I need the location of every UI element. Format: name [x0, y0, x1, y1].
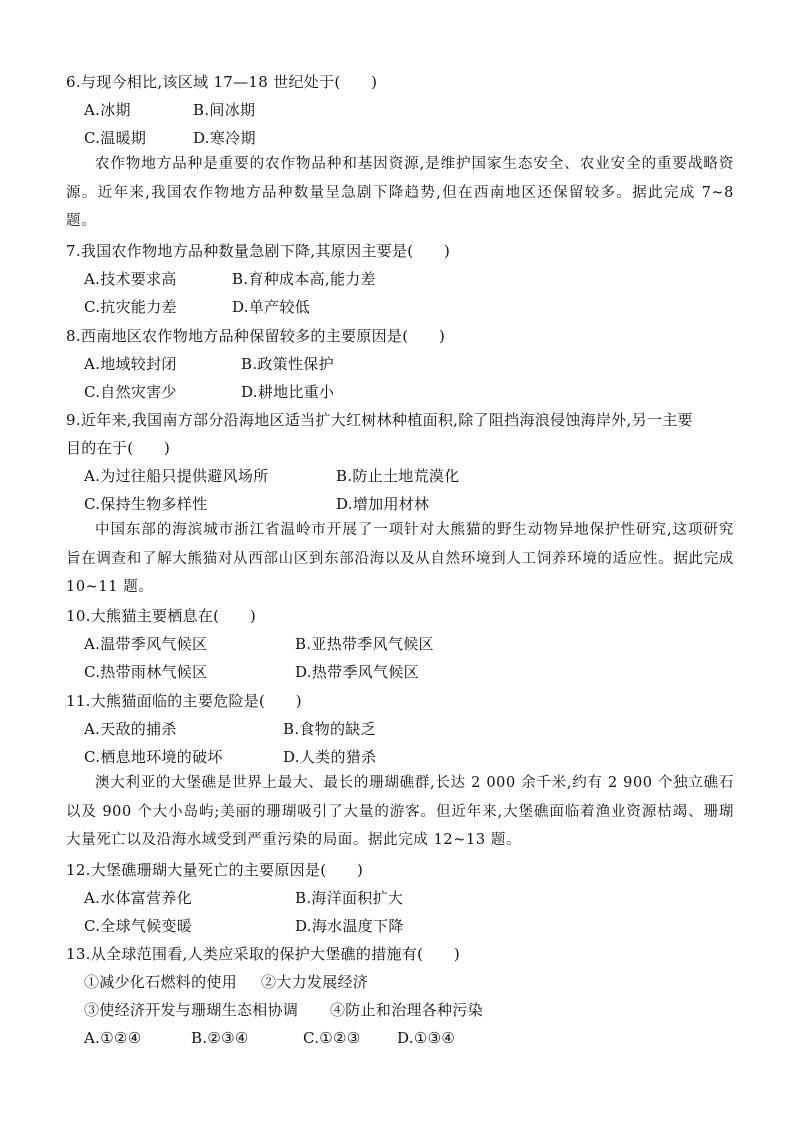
question-11-stem: 11.大熊猫面临的主要危险是( ): [66, 692, 302, 710]
passage-10-11: 中国东部的海滨城市浙江省温岭市开展了一项针对大熊猫的野生动物异地保护性研究,这项研究旨在调查和了解大熊猫对从西部山区到东部沿海以及从自然环境到人工饲养环境的适应性。据此完成 10~11 题。: [66, 522, 734, 595]
q8-option-b: B.政策性保护: [241, 355, 334, 373]
q8-option-c: C.自然灾害少: [84, 383, 177, 401]
q13-item-1: ①减少化石燃料的使用: [84, 973, 238, 991]
q10-option-a: A.温带季风气候区: [84, 635, 208, 653]
question-9-stem-line-1: 9.近年来,我国南方部分沿海地区适当扩大红树林种植面积,除了阻挡海浪侵蚀海岸外,另一主要: [66, 411, 693, 429]
q13-option-d: D.①③④: [397, 1029, 456, 1047]
passage-12-13: 澳大利亚的大堡礁是世界上最大、最长的珊瑚礁群,长达 2 000 余千米,约有 2 900 个独立礁石以及 900 个大小岛屿;美丽的珊瑚吸引了大量的游客。但近年来,大堡礁面临着渔业资源枯竭、珊瑚大量死亡以及沿海水域受到严重污染的局面。据此完成 12~13 题。: [66, 775, 734, 848]
q8-option-d: D.耕地比重小: [241, 383, 335, 401]
q12-option-b: B.海洋面积扩大: [295, 889, 404, 907]
q10-option-c: C.热带雨林气候区: [84, 663, 208, 681]
q11-option-b: B.食物的缺乏: [283, 720, 376, 738]
passage-7-8: 农作物地方品种是重要的农作物品种和基因资源,是维护国家生态安全、农业安全的重要战略资源。近年来,我国农作物地方品种数量呈急剧下降趋势,但在西南地区还保留较多。据此完成 7~8 题。: [66, 156, 734, 229]
q10-option-b: B.亚热带季风气候区: [295, 635, 434, 653]
q10-option-d: D.热带季风气候区: [295, 663, 419, 681]
q7-option-d: D.单产较低: [232, 298, 311, 316]
q9-option-d: D.增加用材林: [336, 495, 430, 513]
question-13-stem: 13.从全球范围看,人类应采取的保护大堡礁的措施有( ): [66, 945, 461, 963]
question-9-stem-line-2: 目的在于( ): [66, 439, 171, 457]
q11-option-c: C.栖息地环境的破坏: [84, 748, 223, 766]
q7-option-a: A.技术要求高: [84, 270, 177, 288]
q9-option-a: A.为过往船只提供避风场所: [84, 467, 269, 485]
q11-option-d: D.人类的猎杀: [283, 748, 377, 766]
q9-option-b: B.防止土地荒漠化: [336, 467, 460, 485]
question-10-stem: 10.大熊猫主要栖息在( ): [66, 607, 257, 625]
question-8-stem: 8.西南地区农作物地方品种保留较多的主要原因是( ): [66, 327, 446, 345]
q6-option-a: A.冰期: [84, 101, 131, 119]
q12-option-a: A.水体富营养化: [84, 889, 193, 907]
q13-option-b: B.②③④: [191, 1029, 249, 1047]
q9-option-c: C.保持生物多样性: [84, 495, 208, 513]
q13-item-4: ④防止和治理各种污染: [330, 1001, 484, 1019]
q12-option-d: D.海水温度下降: [295, 917, 404, 935]
q7-option-c: C.抗灾能力差: [84, 298, 177, 316]
q6-option-b: B.间冰期: [193, 101, 256, 119]
question-6-stem: 6.与现今相比,该区域 17—18 世纪处于( ): [66, 73, 378, 91]
q13-option-a: A.①②④: [84, 1029, 142, 1047]
question-12-stem: 12.大堡礁珊瑚大量死亡的主要原因是( ): [66, 861, 364, 879]
q8-option-a: A.地域较封闭: [84, 355, 177, 373]
q13-item-2: ②大力发展经济: [261, 973, 369, 991]
q13-option-c: C.①②③: [303, 1029, 361, 1047]
q13-item-3: ③使经济开发与珊瑚生态相协调: [84, 1001, 299, 1019]
q7-option-b: B.育种成本高,能力差: [232, 270, 376, 288]
q11-option-a: A.天敌的捕杀: [84, 720, 177, 738]
q6-option-c: C.温暖期: [84, 129, 147, 147]
q6-option-d: D.寒冷期: [193, 129, 256, 147]
q12-option-c: C.全球气候变暖: [84, 917, 193, 935]
question-7-stem: 7.我国农作物地方品种数量急剧下降,其原因主要是( ): [66, 242, 451, 260]
